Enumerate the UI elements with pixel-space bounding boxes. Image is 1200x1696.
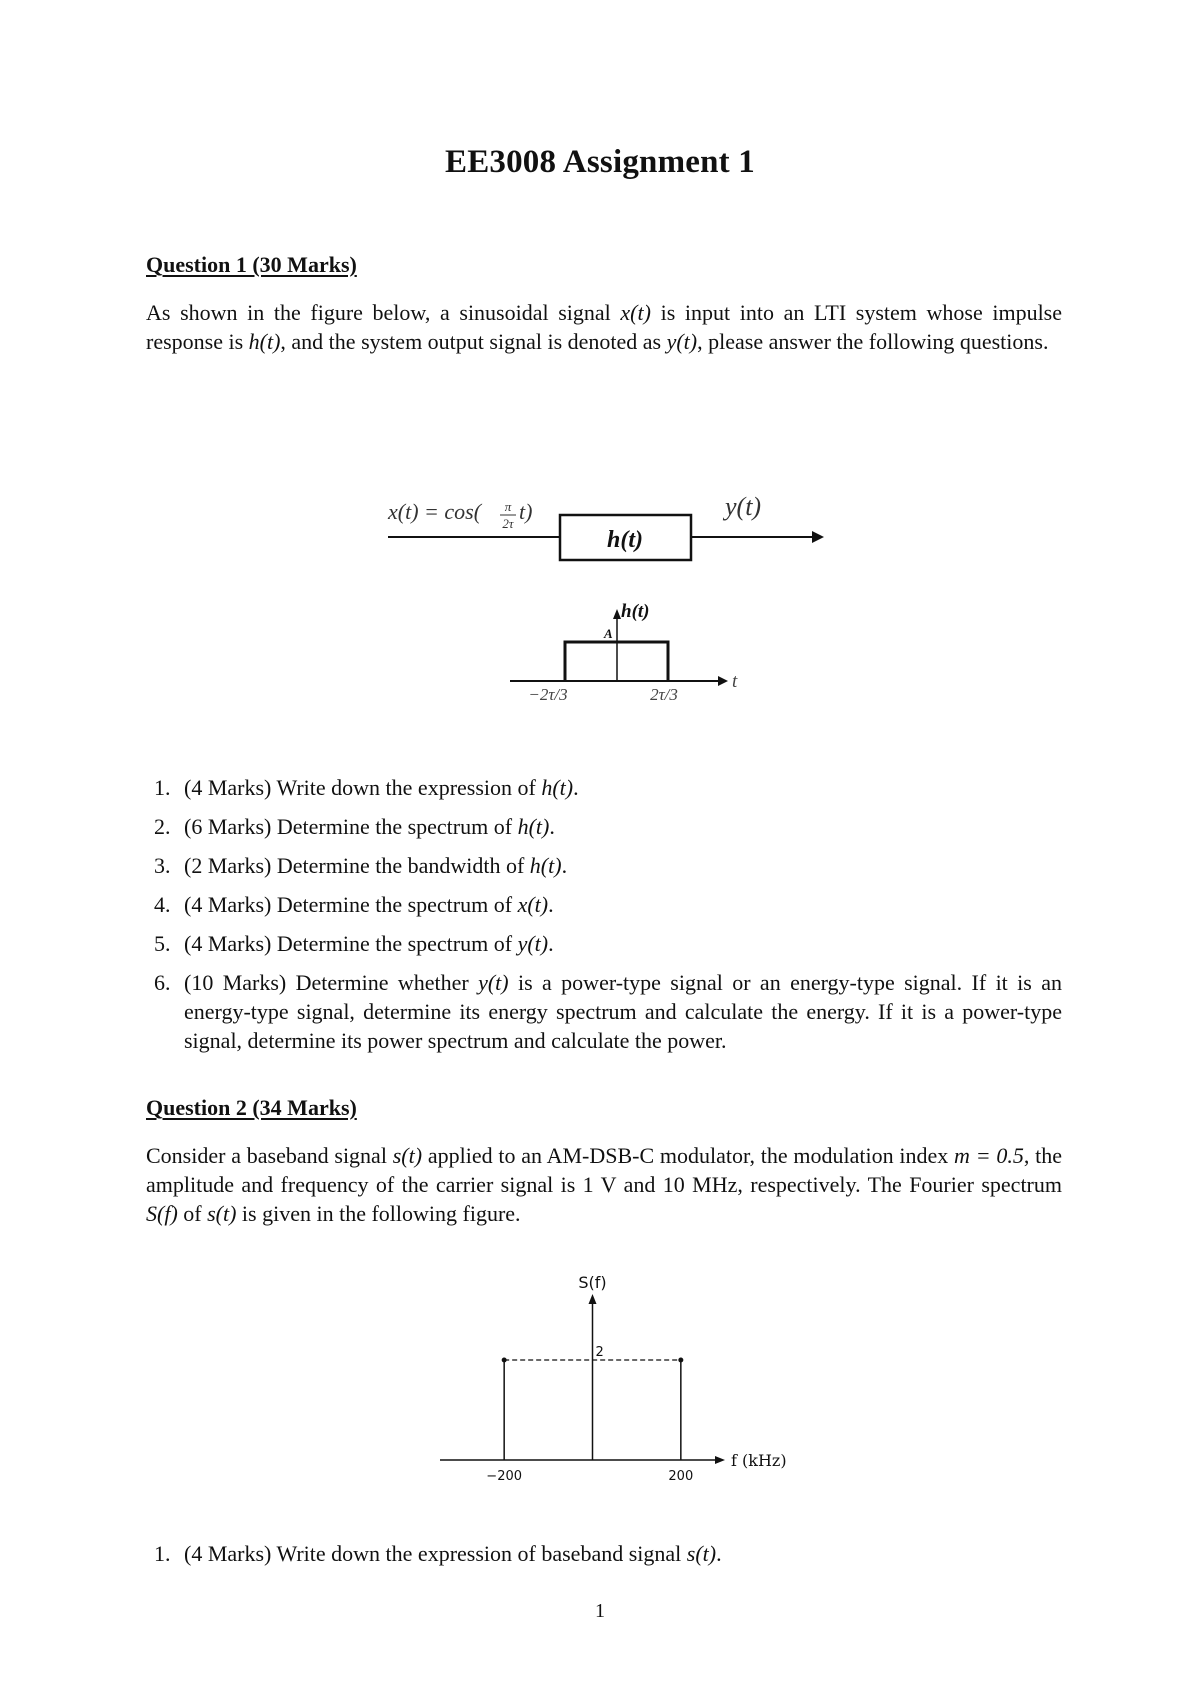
right-tick-label: 2τ/3: [650, 685, 678, 704]
list-item: [146, 851, 1062, 890]
input-signal-label: x(t) = cos(: [388, 499, 482, 524]
item-end: .: [549, 814, 555, 839]
output-signal-label: y(t): [725, 492, 762, 521]
intro-text: applied to an AM-DSB-C modulator, the modulation index: [422, 1143, 955, 1168]
math-x-t: x(t): [620, 300, 651, 325]
item-end: .: [573, 775, 579, 800]
item-text: (2 Marks) Determine the bandwidth of: [184, 853, 530, 878]
intro-text: , please answer the following questions.: [697, 329, 1049, 354]
item-math: h(t): [517, 814, 550, 839]
t-axis-arrow-icon: [718, 676, 728, 686]
list-item: [146, 1539, 1062, 1568]
question-2-intro: [146, 1141, 1062, 1228]
list-item: [146, 968, 1062, 1055]
item-math: h(t): [529, 853, 562, 878]
page-number: 1: [595, 1600, 605, 1622]
item-math: y(t): [517, 931, 549, 956]
question-1-intro: [146, 298, 1062, 356]
chart-xlabel: f (kHz): [731, 1451, 787, 1470]
list-item: [146, 812, 1062, 851]
h-axis-arrow-icon: [613, 609, 621, 619]
input-signal-tail: t): [519, 499, 533, 524]
t-axis-label: t: [732, 671, 738, 692]
item-math: y(t): [478, 970, 509, 995]
list-item: [146, 773, 1062, 812]
math-s-t: s(t): [207, 1201, 237, 1226]
question-2-list: [146, 1539, 1062, 1568]
spectrum-chart: [440, 1273, 820, 1490]
chart-title: S(f): [578, 1273, 607, 1292]
intro-text: , the amplitude and frequency of the carrier signal is 1 V and 10 MHz, respectively. The Fourier spectrum: [146, 1143, 1062, 1197]
item-end: .: [716, 1541, 722, 1566]
h-axis-label: h(t): [621, 601, 650, 622]
item-number: 3.: [154, 853, 171, 878]
item-text: is a power-type signal or an energy-type signal. If it is an energy-type signal, determine its energy spectrum and calculate the energy. If it is a power-type signal, determine its power spectrum and calculate the power.: [184, 970, 1062, 1053]
level-label: 2: [595, 1345, 604, 1360]
amplitude-label: A: [604, 626, 613, 641]
item-end: .: [548, 892, 554, 917]
item-number: 4.: [154, 892, 171, 917]
system-box-label: h(t): [607, 527, 643, 553]
math-h-t: h(t): [248, 329, 281, 354]
item-end: .: [548, 931, 554, 956]
item-end: .: [561, 853, 568, 878]
math-s-t: s(t): [392, 1143, 423, 1168]
s-axis-arrow-icon: [589, 1294, 597, 1304]
math-modulation-index: m = 0.5: [954, 1143, 1024, 1168]
intro-text: , and the system output signal is denoted as: [280, 329, 667, 354]
document-title: EE3008 Assignment 1: [444, 144, 756, 180]
intro-text: Consider a baseband signal: [146, 1143, 393, 1168]
question-2-heading: Question 2 (34 Marks): [146, 1095, 357, 1120]
intro-text: is given in the following figure.: [236, 1201, 521, 1226]
item-math: h(t): [541, 775, 574, 800]
math-S-f: S(f): [146, 1201, 178, 1226]
lti-block-diagram: [380, 485, 840, 565]
input-frac-denominator: 2τ: [502, 516, 514, 531]
question-1-heading: Question 1 (30 Marks): [146, 252, 357, 277]
left-tick-label: −2τ/3: [528, 685, 568, 704]
item-number: 1.: [154, 1541, 171, 1566]
item-text: (10 Marks) Determine whether: [184, 970, 479, 995]
output-arrow-head-icon: [812, 531, 824, 543]
item-text: (4 Marks) Write down the expression of baseband signal: [184, 1541, 687, 1566]
item-number: 6.: [154, 970, 171, 995]
question-1-list: [146, 773, 1062, 1055]
item-number: 2.: [154, 814, 171, 839]
math-y-t: y(t): [666, 329, 698, 354]
impulse-response-plot: [500, 595, 750, 710]
input-frac-numerator: π: [504, 499, 512, 514]
item-math: x(t): [517, 892, 549, 917]
intro-text: is input into an LTI system whose impulse response is: [146, 300, 1063, 354]
item-text: (4 Marks) Determine the spectrum of: [184, 892, 518, 917]
x-tick-label: −200: [486, 1469, 523, 1484]
item-text: (4 Marks) Write down the expression of: [184, 775, 542, 800]
item-math: s(t): [686, 1541, 717, 1566]
f-axis-arrow-icon: [715, 1456, 725, 1464]
intro-text: As shown in the figure below, a sinusoidal signal: [146, 300, 621, 325]
item-text: (4 Marks) Determine the spectrum of: [184, 931, 518, 956]
intro-text: of: [177, 1201, 208, 1226]
list-item: [146, 929, 1062, 968]
item-number: 5.: [154, 931, 171, 956]
x-tick-label: 200: [668, 1469, 694, 1484]
list-item: [146, 890, 1062, 929]
item-text: (6 Marks) Determine the spectrum of: [184, 814, 518, 839]
item-number: 1.: [154, 775, 171, 800]
